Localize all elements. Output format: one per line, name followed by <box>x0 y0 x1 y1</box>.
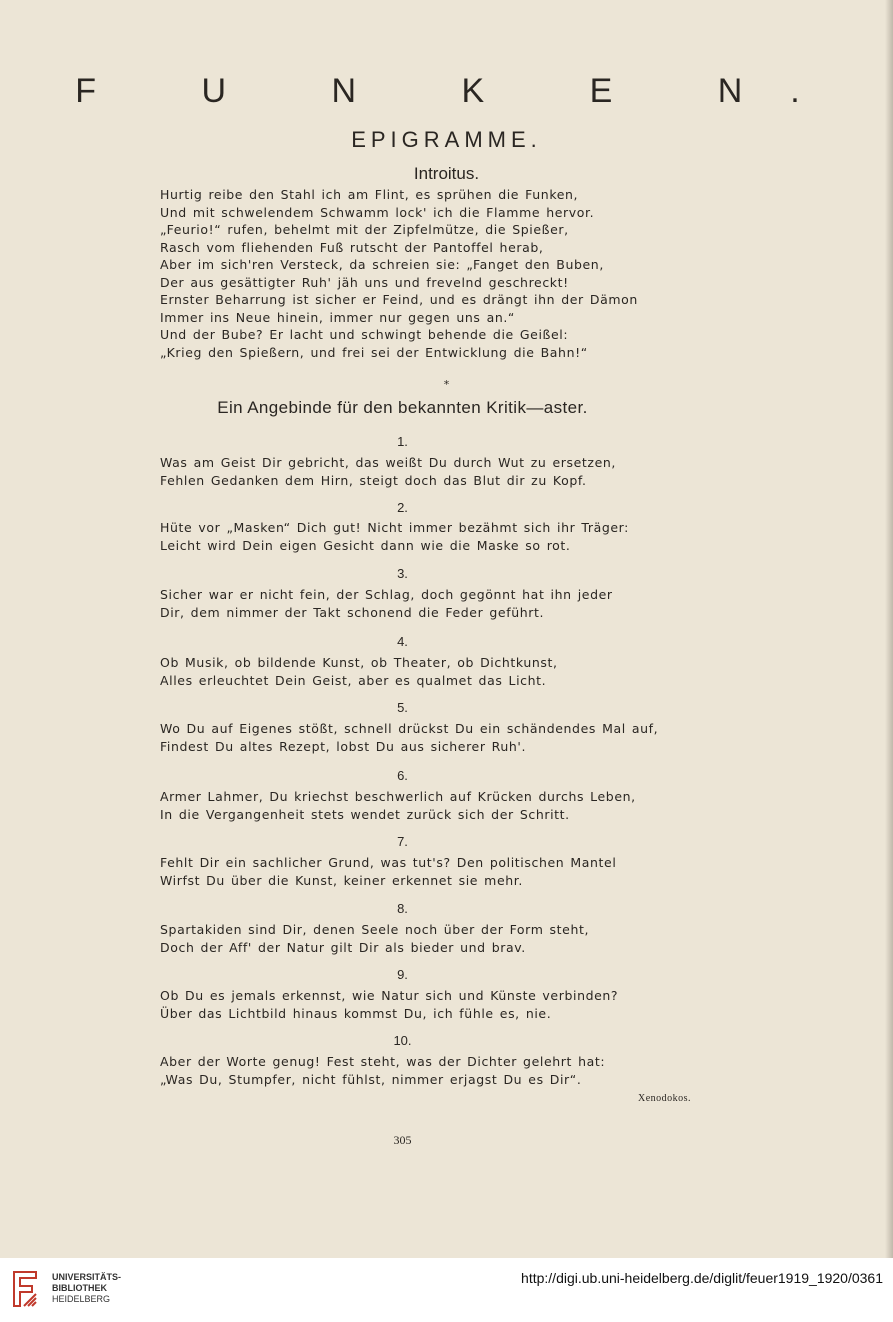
library-footer <box>0 1258 893 1322</box>
library-name-line: UNIVERSITÄTS- <box>52 1272 122 1282</box>
poem-line: Leicht wird Dein eigen Gesicht dann wie die Maske so rot. <box>160 537 571 553</box>
epigram-text <box>160 586 700 621</box>
epigram-number: 6. <box>397 768 408 783</box>
poem-line: „Feurio!“ rufen, behelmt mit der Zipfelmütze, die Spießer, <box>160 222 569 237</box>
poem-line: Findest Du altes Rezept, lobst Du aus sicherer Ruh'. <box>160 738 527 754</box>
poem-line: Alles erleuchtet Dein Geist, aber es qualmet das Licht. <box>160 672 547 688</box>
poem-line: Und mit schwelendem Schwamm lock' ich die Flamme hervor. <box>160 204 595 220</box>
poem-line: Wo Du auf Eigenes stößt, schnell drückst Du ein schändendes Mal auf, <box>160 721 659 736</box>
poem-line: Ernster Beharrung ist sicher er Feind, und es drängt ihn der Dämon <box>160 292 638 307</box>
university-library-logo-icon <box>10 1266 40 1310</box>
poem-line: Immer ins Neue hinein, immer nur gegen uns an.“ <box>160 309 515 325</box>
epigram-number: 4. <box>397 634 408 649</box>
epigram-number: 9. <box>397 967 408 982</box>
epigram-number: 2. <box>397 500 408 515</box>
poem-line: Über das Lichtbild hinaus kommst Du, ich fühle es, nie. <box>160 1005 552 1021</box>
library-name-line: HEIDELBERG <box>52 1294 111 1304</box>
epigram-text <box>160 788 700 823</box>
epigram-number: 7. <box>397 834 408 849</box>
poem-line: Hurtig reibe den Stahl ich am Flint, es sprühen die Funken, <box>160 187 579 202</box>
epigram-text <box>160 1053 700 1088</box>
epigram-number: 10. <box>393 1033 412 1048</box>
epigram-text <box>160 921 700 956</box>
page-number: 305 <box>393 1133 412 1147</box>
section-heading: Ein Angebinde für den bekannten Kritik—aster. <box>217 398 588 417</box>
poem-line: Sicher war er nicht fein, der Schlag, doch gegönnt hat ihn jeder <box>160 587 613 602</box>
poem-line: Fehlt Dir ein sachlicher Grund, was tut's? Den politischen Mantel <box>160 855 617 870</box>
poem-line: Und der Bube? Er lacht und schwingt behende die Geißel: <box>160 327 569 342</box>
epigram-number: 1. <box>397 434 408 449</box>
page-title: F U N K E N. <box>75 72 848 110</box>
poem-line: „Was Du, Stumpfer, nicht fühlst, nimmer erjagst Du es Dir“. <box>160 1071 582 1087</box>
poem-line: Spartakiden sind Dir, denen Seele noch über der Form steht, <box>160 922 590 937</box>
poem-line: Dir, dem nimmer der Takt schonend die Feder geführt. <box>160 604 545 620</box>
poem-line: Fehlen Gedanken dem Hirn, steigt doch das Blut dir zu Kopf. <box>160 472 587 488</box>
poem-line: Doch der Aff' der Natur gilt Dir als bieder und brav. <box>160 939 526 955</box>
poem-line: Armer Lahmer, Du kriechst beschwerlich auf Krücken durchs Leben, <box>160 789 636 804</box>
intro-poem <box>160 186 700 361</box>
author-signature: Xenodokos. <box>638 1093 692 1104</box>
poem-line: Wirfst Du über die Kunst, keiner erkennet sie mehr. <box>160 872 523 888</box>
poem-line: Ob Du es jemals erkennst, wie Natur sich und Künste verbinden? <box>160 988 619 1003</box>
epigram-text <box>160 454 700 489</box>
poem-line: Ob Musik, ob bildende Kunst, ob Theater, ob Dichtkunst, <box>160 655 558 670</box>
epigram-number: 3. <box>397 566 408 581</box>
epigram-text <box>160 854 700 889</box>
epigram-text <box>160 987 700 1022</box>
library-name-line: BIBLIOTHEK <box>52 1283 107 1293</box>
library-name <box>52 1272 121 1305</box>
epigram-text <box>160 519 700 554</box>
poem-line: In die Vergangenheit stets wendet zurück sich der Schritt. <box>160 806 570 822</box>
poem-line: Aber im sich'ren Versteck, da schreien sie: „Fanget den Buben, <box>160 257 604 272</box>
source-url-link[interactable]: http://digi.ub.uni-heidelberg.de/diglit/feuer1919_1920/0361 <box>521 1270 883 1286</box>
epigram-number: 5. <box>397 700 408 715</box>
page-subtitle: EPIGRAMME. <box>351 127 542 152</box>
intro-heading: Introitus. <box>413 164 480 183</box>
poem-line: Rasch vom fliehenden Fuß rutscht der Pantoffel herab, <box>160 239 544 255</box>
epigram-text <box>160 654 700 689</box>
section-separator: * <box>443 378 450 391</box>
poem-line: Was am Geist Dir gebricht, das weißt Du durch Wut zu ersetzen, <box>160 455 616 470</box>
poem-line: Aber der Worte genug! Fest steht, was der Dichter gelehrt hat: <box>160 1054 606 1069</box>
poem-line: Der aus gesättigter Ruh' jäh uns und frevelnd geschreckt! <box>160 274 569 290</box>
epigram-text <box>160 720 700 755</box>
poem-line: Hüte vor „Masken“ Dich gut! Nicht immer bezähmt sich ihr Träger: <box>160 520 629 535</box>
poem-line: „Krieg den Spießern, und frei sei der Entwicklung die Bahn!“ <box>160 344 588 360</box>
epigram-number: 8. <box>397 901 408 916</box>
